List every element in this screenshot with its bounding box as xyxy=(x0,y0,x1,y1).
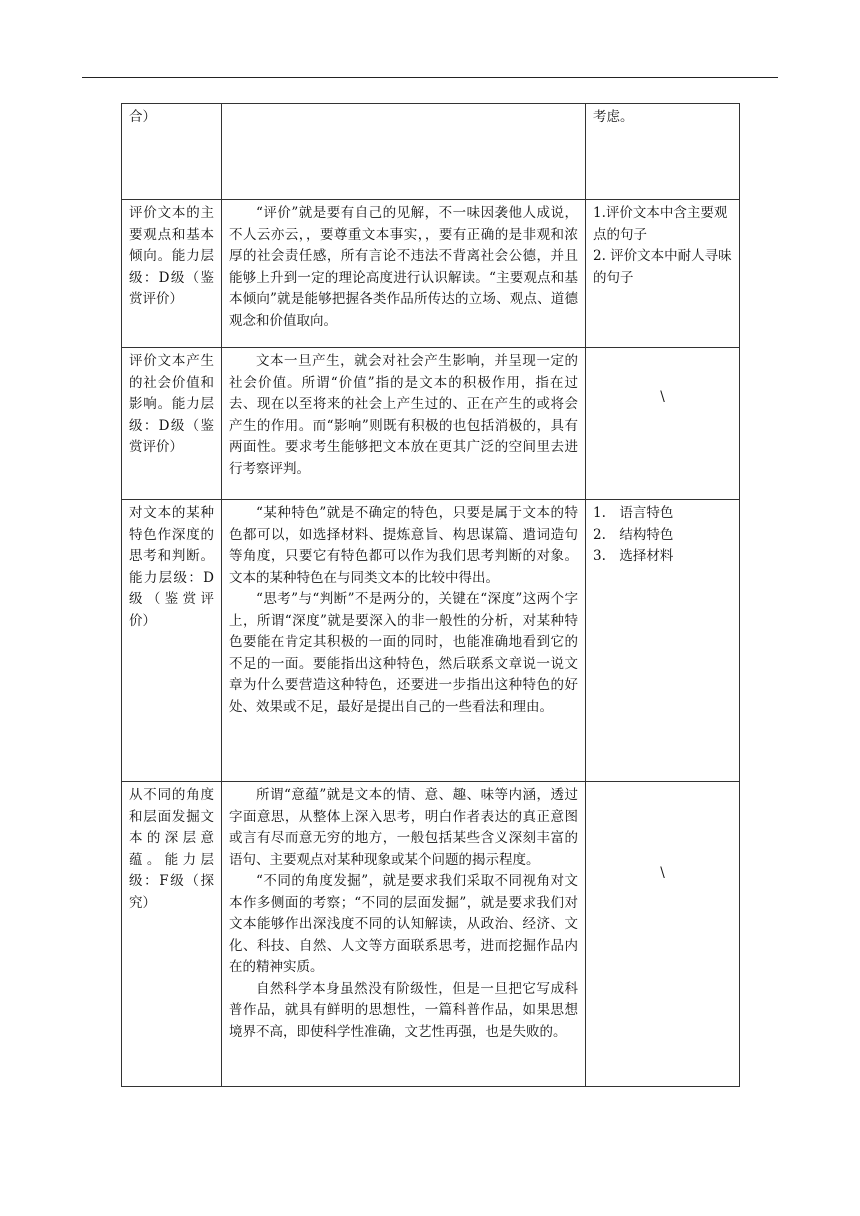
explanation-cell xyxy=(222,500,586,782)
ability-cell: 评价文本产生的社会价值和影响。能力层级：D级（鉴赏评价） xyxy=(122,348,222,500)
points-cell xyxy=(586,348,740,500)
ability-cell: 评价文本的主要观点和基本倾向。能力层级：D级（鉴赏评价） xyxy=(122,200,222,348)
table-row xyxy=(122,348,740,500)
explanation-paragraph: “思考”与“判断”不是两分的，关键在“深度”这两个字上，所谓“深度”就是要深入的非一般性的分析，对某种特色要能在肯定其积极的一面的同时，也能准确地看到它的不足的一面。要能指出这种特色，然后联系文章说一说文章为什么要营造这种特色，还要进一步指出这种特色的好处、效果或不足，最好是提出自己的一些看法和理由。 xyxy=(229,591,578,715)
explanation-paragraph: “不同的角度发掘”，就是要求我们采取不同视角对文本作多侧面的考察；“不同的层面发掘”，就是要求我们对文本能够作出深浅度不同的认知解读，从政治、经济、文化、科技、自然、人文等方面联系思考，进而挖掘作品内在的精神实质。 xyxy=(229,873,578,975)
point-item: 2. 评价文本中耐人寻味的句子 xyxy=(593,248,732,286)
empty-mark: \ xyxy=(660,865,665,881)
ability-cell: 从不同的角度和层面发掘文本的深层意蕴。能力层级：F级（探究） xyxy=(122,782,222,1087)
explanation-cell xyxy=(222,782,586,1087)
page-header-rule xyxy=(82,77,778,78)
empty-mark: \ xyxy=(660,389,665,405)
explanation-paragraph: 文本一旦产生，就会对社会产生影响，并呈现一定的社会价值。所谓“价值”指的是文本的积极作用，指在过去、现在以至将来的社会上产生过的、正在产生的或将会产生的作用。而“影响”则既有积极的也包括消极的，具有两面性。要求考生能够把文本放在更其广泛的空间里去进行考察评判。 xyxy=(229,353,578,477)
table-row xyxy=(122,500,740,782)
point-item: 1. 语言特色 xyxy=(593,505,674,521)
explanation-paragraph: “评价”就是要有自己的见解，不一味因袭他人成说，不人云亦云，，要尊重文本事实，，要有正确的是非观和浓厚的社会责任感，所有言论不违法不背离社会公德，并且能够上升到一定的理论高度进行认识解读。“主要观点和基本倾向”就是能够把握各类作品所传达的立场、观点、道德观念和价值取向。 xyxy=(229,205,578,329)
explanation-paragraph: “某种特色”就是不确定的特色，只要是属于文本的特色都可以，如选择材料、提炼意旨、构思谋篇、遣词造句等角度，只要它有特色都可以作为我们思考判断的对象。文本的某种特色在与同类文本的比较中得出。 xyxy=(229,505,578,586)
ability-cell: 合） xyxy=(122,104,222,200)
requirements-table xyxy=(121,103,740,1087)
point-item: 3. 选择材料 xyxy=(593,548,674,564)
explanation-paragraph: 所谓“意蕴”就是文本的情、意、趣、味等内涵，透过字面意思，从整体上深入思考，明白作者表达的真正意图或言有尽而意无穷的地方，一般包括某些含义深刻丰富的语句、主要观点对某种现象或某个问题的揭示程度。 xyxy=(229,787,578,868)
points-cell xyxy=(586,200,740,348)
explanation-paragraph: 自然科学本身虽然没有阶级性，但是一旦把它写成科普作品，就具有鲜明的思想性，一篇科普作品，如果思想境界不高，即使科学性准确，文艺性再强，也是失败的。 xyxy=(229,980,578,1040)
point-item: 考虑。 xyxy=(593,109,634,125)
explanation-cell xyxy=(222,200,586,348)
ability-cell: 对文本的某种特色作深度的思考和判断。能力层级：D级（鉴赏评价） xyxy=(122,500,222,782)
table-row xyxy=(122,200,740,348)
point-item: 2. 结构特色 xyxy=(593,526,674,543)
explanation-cell xyxy=(222,348,586,500)
table-row xyxy=(122,104,740,200)
points-cell xyxy=(586,104,740,200)
explanation-cell xyxy=(222,104,586,200)
points-cell xyxy=(586,500,740,782)
point-item: 1.评价文本中含主要观点的句子 xyxy=(593,205,728,243)
table-row xyxy=(122,782,740,1087)
points-cell xyxy=(586,782,740,1087)
